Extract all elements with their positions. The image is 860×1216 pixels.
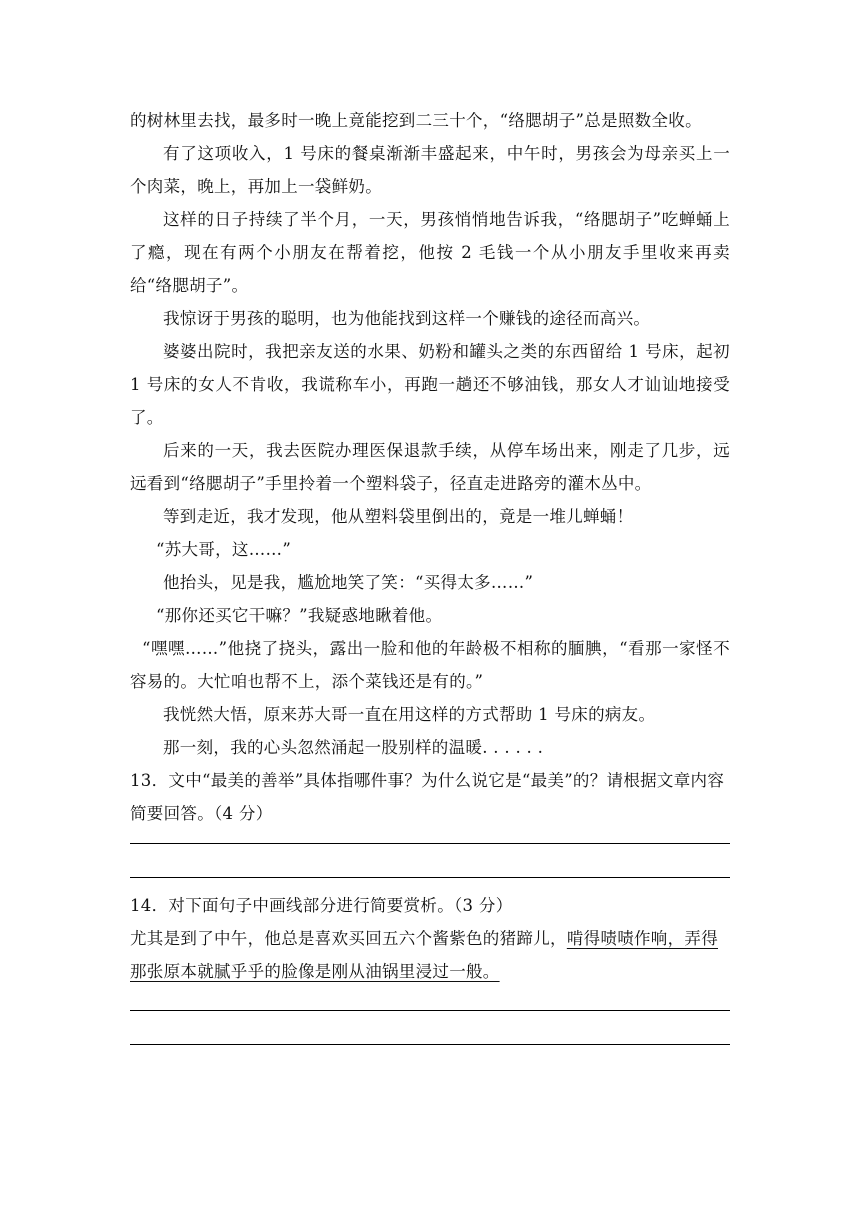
question-14-sentence-underlined: 啃得啧啧作响，弄得那张原本就腻乎乎的脸像是刚从油锅里浸过一般。 bbox=[130, 929, 719, 981]
answer-line-14-2[interactable] bbox=[130, 1044, 730, 1045]
story-paragraph-13: 那一刻，我的心头忽然涌起一股别样的温暖. . . . . . bbox=[163, 738, 544, 757]
story-paragraph-10: “那你还买它干嘛？”我疑惑地瞅着他。 bbox=[156, 606, 443, 625]
story-paragraph-2: 有了这项收入，1 号床的餐桌渐渐丰盛起来，中午时，男孩会为母亲买上一个肉菜，晚上，再加上一袋鲜奶。 bbox=[130, 144, 730, 196]
story-paragraph-4: 我惊讶于男孩的聪明，也为他能找到这样一个赚钱的途径而高兴。 bbox=[163, 309, 651, 328]
story-paragraph-8: “苏大哥，这……” bbox=[156, 540, 292, 559]
story-paragraph-9: 他抬头，见是我，尴尬地笑了笑：“买得太多……” bbox=[163, 573, 534, 592]
question-14-sentence bbox=[130, 922, 730, 988]
story-paragraph-3: 这样的日子持续了半个月，一天，男孩悄悄地告诉我，“络腮胡子”吃蝉蛹上了瘾，现在有两个小朋友在帮着挖，他按 2 毛钱一个从小朋友手里收来再卖给“络腮胡子”。 bbox=[130, 210, 730, 295]
story-paragraph-11: “嘿嘿……”他挠了挠头，露出一脸和他的年龄极不相称的腼腆，“看那一家怪不容易的。大忙咱也帮不上，添个菜钱还是有的。” bbox=[130, 639, 730, 691]
question-14-sentence-plain: 尤其是到了中午，他总是喜欢买回五六个酱紫色的猪蹄儿， bbox=[130, 929, 567, 948]
story-paragraph-1: 的树林里去找，最多时一晚上竟能挖到二三十个，“络腮胡子”总是照数全收。 bbox=[130, 111, 702, 130]
question-13: 13．文中“最美的善举”具体指哪件事？为什么说它是“最美”的？请根据文章内容简要回答。（4 分） bbox=[130, 771, 725, 823]
story-paragraph-7: 等到走近，我才发现，他从塑料袋里倒出的，竟是一堆儿蝉蛹！ bbox=[163, 507, 634, 526]
story-paragraph-12: 我恍然大悟，原来苏大哥一直在用这样的方式帮助 1 号床的病友。 bbox=[163, 705, 656, 724]
question-14: 14．对下面句子中画线部分进行简要赏析。（3 分） bbox=[130, 896, 513, 915]
document-page bbox=[130, 104, 730, 1045]
story-paragraph-6: 后来的一天，我去医院办理医保退款手续，从停车场出来，刚走了几步，远远看到“络腮胡子”手里拎着一个塑料袋子，径直走进路旁的灌木丛中。 bbox=[130, 441, 730, 493]
story-paragraph-5: 婆婆出院时，我把亲友送的水果、奶粉和罐头之类的东西留给 1 号床，起初 1 号床的女人不肯收，我谎称车小，再跑一趟还不够油钱，那女人才讪讪地接受了。 bbox=[130, 342, 730, 427]
